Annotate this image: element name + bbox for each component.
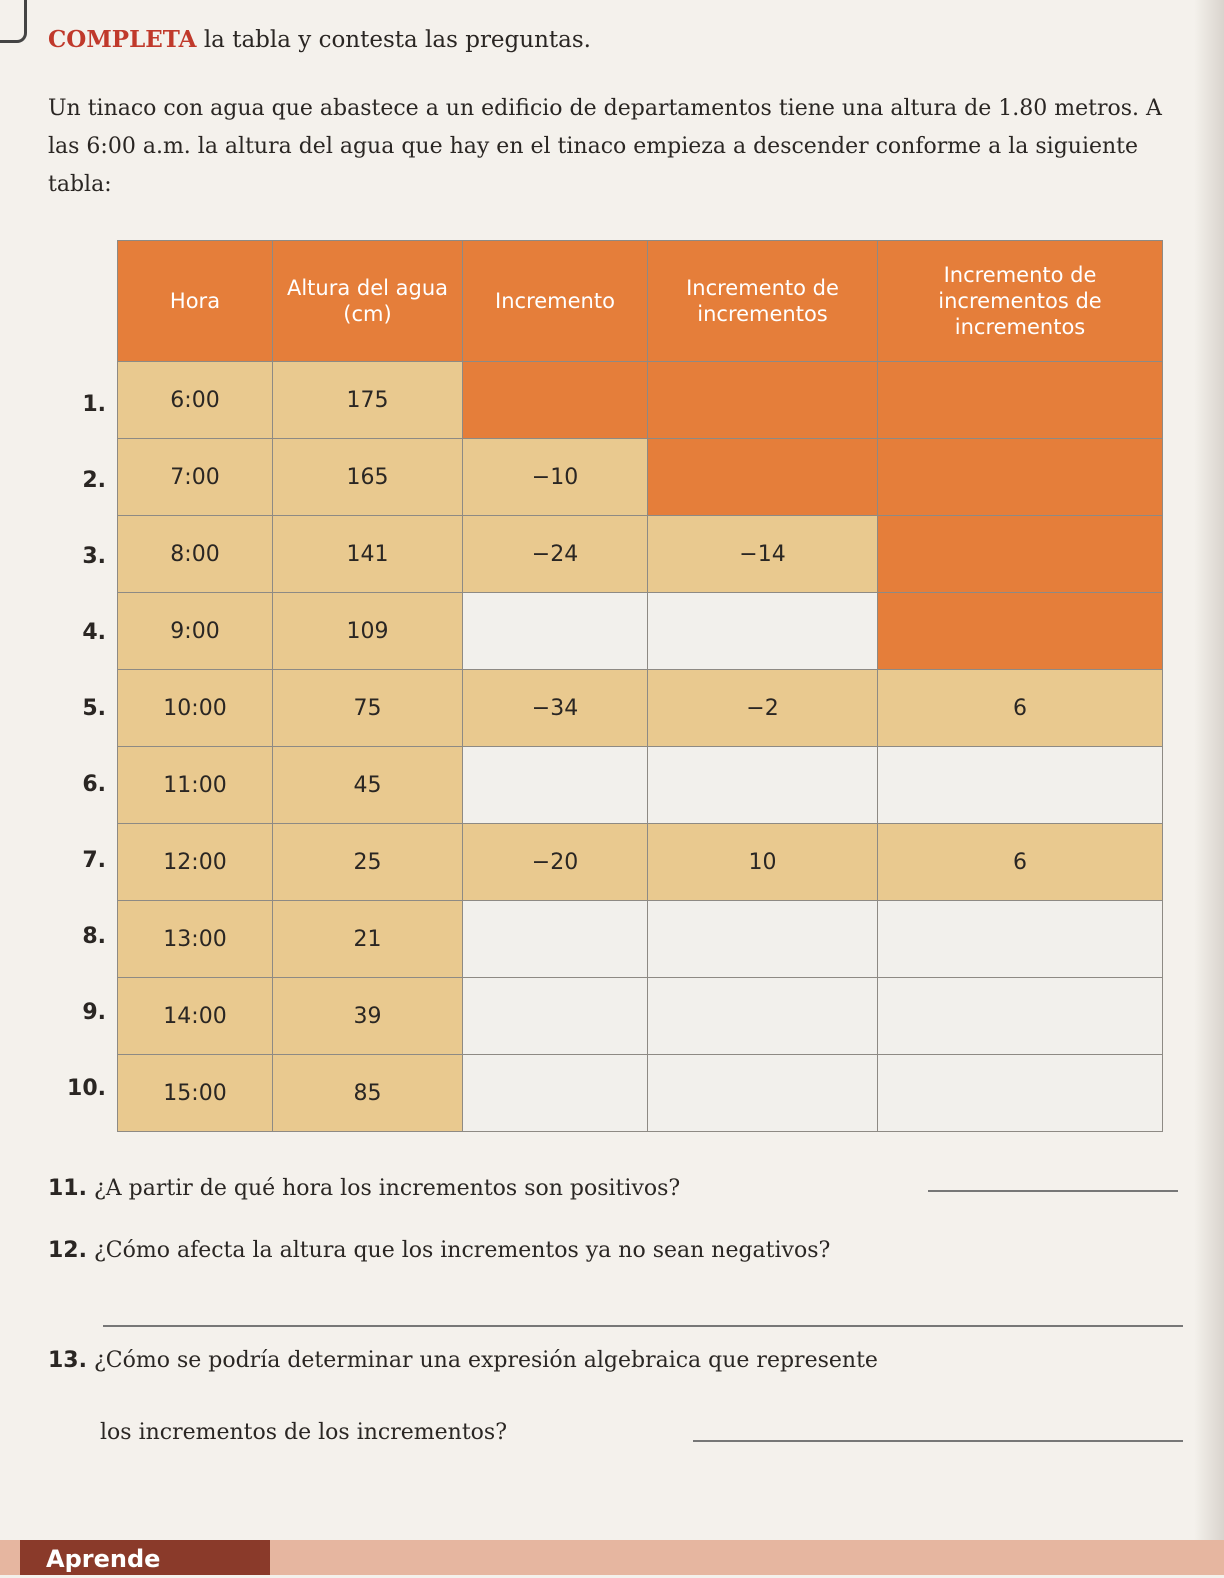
table-row	[118, 670, 1163, 747]
cell-hora: 7:00	[118, 439, 273, 516]
question-text: ¿A partir de qué hora los incrementos son positivos?	[93, 1176, 681, 1201]
answer-line[interactable]	[928, 1190, 1178, 1192]
cell-incremento-2[interactable]	[648, 747, 878, 824]
page-edge-shadow	[1194, 0, 1224, 1575]
cell-hora: 15:00	[118, 1055, 273, 1132]
cell-incremento[interactable]	[463, 747, 648, 824]
table-row	[118, 978, 1163, 1055]
cell-incremento-2[interactable]	[648, 901, 878, 978]
row-number: 9.	[82, 1000, 106, 1025]
cell-incremento-3	[878, 362, 1163, 439]
cell-altura: 45	[273, 747, 463, 824]
cell-incremento-2	[648, 439, 878, 516]
cell-incremento-3[interactable]	[878, 978, 1163, 1055]
cell-altura: 175	[273, 362, 463, 439]
cell-hora: 8:00	[118, 516, 273, 593]
cell-incremento-3	[878, 593, 1163, 670]
cell-incremento-2: −2	[648, 670, 878, 747]
aprende-tab: Aprende	[20, 1540, 270, 1575]
cell-incremento: −34	[463, 670, 648, 747]
cell-hora: 12:00	[118, 824, 273, 901]
cell-incremento: −10	[463, 439, 648, 516]
question-12	[48, 1238, 830, 1263]
cell-altura: 39	[273, 978, 463, 1055]
row-number: 6.	[82, 772, 106, 797]
question-13-continued: los incrementos de los incrementos?	[100, 1420, 507, 1445]
answer-line[interactable]	[693, 1440, 1183, 1442]
cell-incremento-2: −14	[648, 516, 878, 593]
cell-hora: 9:00	[118, 593, 273, 670]
header-altura: Altura del agua (cm)	[273, 241, 463, 362]
instruction-text: la tabla y contesta las preguntas.	[196, 27, 591, 53]
row-number: 7.	[82, 848, 106, 873]
cell-incremento-2: 10	[648, 824, 878, 901]
instruction	[48, 26, 591, 53]
cell-incremento-2	[648, 362, 878, 439]
cell-incremento-3[interactable]	[878, 1055, 1163, 1132]
cell-altura: 109	[273, 593, 463, 670]
row-number: 5.	[82, 696, 106, 721]
cell-incremento-3: 6	[878, 670, 1163, 747]
table-row	[118, 593, 1163, 670]
cell-incremento-3: 6	[878, 824, 1163, 901]
table-row	[118, 901, 1163, 978]
cell-altura: 141	[273, 516, 463, 593]
cell-incremento: −24	[463, 516, 648, 593]
row-number: 3.	[82, 544, 106, 569]
table-row	[118, 362, 1163, 439]
question-text: ¿Cómo afecta la altura que los incrementos ya no sean negativos?	[93, 1238, 831, 1263]
answer-line[interactable]	[103, 1325, 1183, 1327]
cell-incremento-3[interactable]	[878, 901, 1163, 978]
cell-incremento[interactable]	[463, 593, 648, 670]
row-number: 10.	[67, 1076, 106, 1101]
cell-altura: 165	[273, 439, 463, 516]
row-number: 2.	[82, 468, 106, 493]
cell-incremento[interactable]	[463, 901, 648, 978]
cell-incremento-3	[878, 516, 1163, 593]
table-header-row	[118, 241, 1163, 362]
cell-incremento: −20	[463, 824, 648, 901]
table-row	[118, 516, 1163, 593]
cell-incremento-2[interactable]	[648, 978, 878, 1055]
question-text: ¿Cómo se podría determinar una expresión algebraica que represente	[93, 1348, 878, 1373]
question-number: 11.	[48, 1176, 87, 1201]
header-hora: Hora	[118, 241, 273, 362]
header-incremento-de-incrementos: Incremento de incrementos	[648, 241, 878, 362]
cell-hora: 11:00	[118, 747, 273, 824]
cell-hora: 14:00	[118, 978, 273, 1055]
cell-altura: 75	[273, 670, 463, 747]
instruction-keyword: COMPLETA	[48, 26, 197, 53]
table-row	[118, 824, 1163, 901]
cell-hora: 13:00	[118, 901, 273, 978]
header-incremento: Incremento	[463, 241, 648, 362]
cell-hora: 10:00	[118, 670, 273, 747]
cell-altura: 21	[273, 901, 463, 978]
cell-incremento-2[interactable]	[648, 1055, 878, 1132]
row-number: 8.	[82, 924, 106, 949]
question-13	[48, 1348, 878, 1373]
table-row	[118, 439, 1163, 516]
cell-incremento[interactable]	[463, 1055, 648, 1132]
cell-incremento	[463, 362, 648, 439]
cell-incremento[interactable]	[463, 978, 648, 1055]
row-number: 4.	[82, 620, 106, 645]
cell-incremento-3	[878, 439, 1163, 516]
question-11	[48, 1176, 680, 1201]
header-incremento-de-incrementos-de-incrementos: Incremento de incrementos de incrementos	[878, 241, 1163, 362]
cell-incremento-2[interactable]	[648, 593, 878, 670]
cell-altura: 85	[273, 1055, 463, 1132]
cell-altura: 25	[273, 824, 463, 901]
page-corner-mark	[0, 0, 27, 43]
cell-hora: 6:00	[118, 362, 273, 439]
table-row	[118, 747, 1163, 824]
increments-table	[117, 240, 1163, 1132]
cell-incremento-3[interactable]	[878, 747, 1163, 824]
problem-statement: Un tinaco con agua que abastece a un edificio de departamentos tiene una altura de 1.80 metros. A las 6:00 a.m. la altura del agua que hay en el tinaco empieza a descender conforme a la siguiente tabla:	[48, 96, 1162, 197]
table-row	[118, 1055, 1163, 1132]
question-number: 12.	[48, 1238, 87, 1263]
row-number: 1.	[82, 392, 106, 417]
question-number: 13.	[48, 1348, 87, 1373]
